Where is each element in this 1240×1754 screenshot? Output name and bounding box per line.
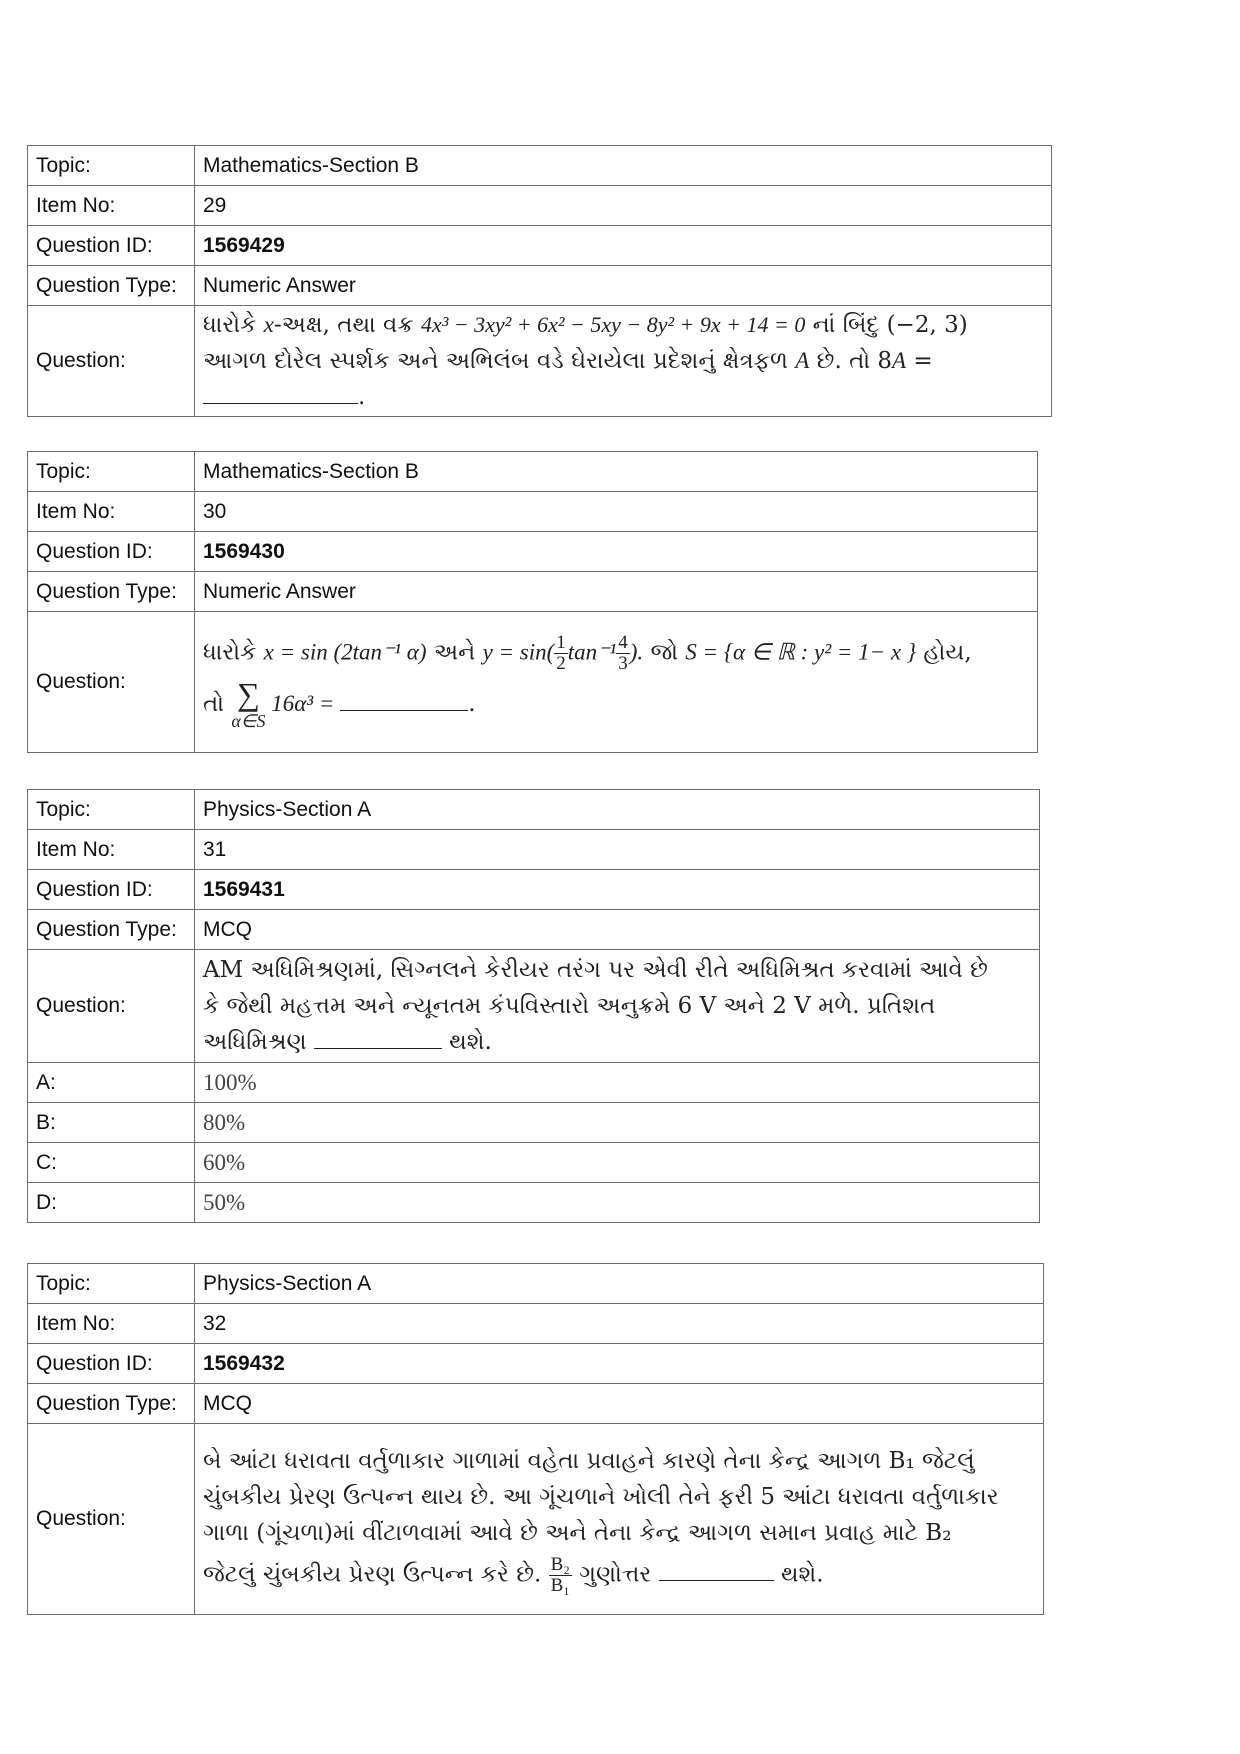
text-span: ધારોકે <box>203 639 264 665</box>
set-definition: S = {α ∈ ℝ : y² = 1− x } <box>685 639 917 664</box>
question-line-2: કે જેથી મહત્તમ અને ન્યૂનતમ કંપવિસ્તારો અનુક્રમે 6 V અને 2 V મળે. પ્રતિશત <box>203 993 936 1019</box>
question-id-label: Question ID: <box>28 226 195 266</box>
question-line-4 <box>203 1555 1035 1596</box>
question-text <box>195 950 1040 1063</box>
sum-index: α∈S <box>231 710 266 731</box>
option-a-label: A: <box>28 1063 195 1103</box>
question-id-label: Question ID: <box>28 1344 195 1384</box>
frac-num: 1 <box>556 631 566 653</box>
question-id-label: Question ID: <box>28 870 195 910</box>
fraction-four-thirds <box>616 633 630 674</box>
question-type-value: Numeric Answer <box>195 266 1052 306</box>
text-span: -અક્ષ, તથા વક્ર <box>273 312 421 338</box>
question-label: Question: <box>28 950 195 1063</box>
question-line-2: ચુંબકીય પ્રેરણ ઉત્પન્ન થાય છે. આ ગૂંચળાને ખોલી તેને ફરી 5 આંટા ધરાવતા વર્તુળાકાર <box>203 1483 999 1510</box>
question-table-29 <box>27 145 1052 417</box>
answer-blank <box>203 383 358 404</box>
question-line-1: AM અધિમિશ્રણમાં, સિગ્નલને કેરીયર તરંગ પર એવી રીતે અધિમિશ્રત કરવામાં આવે છે <box>203 957 988 983</box>
question-label: Question: <box>28 1424 195 1615</box>
topic-label: Topic: <box>28 146 195 186</box>
item-no-value: 29 <box>195 186 1052 226</box>
question-id-value: 1569431 <box>195 870 1040 910</box>
math-var: x <box>263 312 274 337</box>
text-span: થશે. <box>441 1029 492 1055</box>
text-span: . <box>358 384 366 410</box>
y-definition: y = sin( <box>482 639 555 664</box>
fraction-one-half <box>554 633 568 674</box>
item-no-label: Item No: <box>28 830 195 870</box>
topic-label: Topic: <box>28 1264 195 1304</box>
question-id-label: Question ID: <box>28 532 195 572</box>
text-span: નાં બિંદુ (−2, 3) <box>805 312 968 338</box>
text-span: થશે. <box>773 1561 824 1587</box>
question-type-label: Question Type: <box>28 266 195 306</box>
option-c-label: C: <box>28 1143 195 1183</box>
topic-label: Topic: <box>28 452 195 492</box>
question-table-31 <box>27 789 1040 1223</box>
question-type-value: MCQ <box>195 1384 1044 1424</box>
sigma-symbol: ∑ <box>236 675 260 712</box>
question-id-value: 1569429 <box>195 226 1052 266</box>
text-span: હોય, <box>916 639 972 665</box>
question-type-label: Question Type: <box>28 1384 195 1424</box>
question-line-1: બે આંટા ધરાવતા વર્તુળાકાર ગાળામાં વહેતા પ્રવાહને કારણે તેના કેન્દ્ર આગળ B₁ જેટલું <box>203 1447 975 1474</box>
question-line-1 <box>203 307 1043 343</box>
question-label: Question: <box>28 612 195 753</box>
x-definition: x = sin (2tan⁻¹ α) <box>263 639 427 664</box>
frac-den: 3 <box>618 652 628 674</box>
question-line-1 <box>203 633 1029 674</box>
curve-equation: 4x³ − 3xy² + 6x² − 5xy − 8y² + 9x + 14 = 0 <box>420 312 806 337</box>
sum-expression: 16α³ = <box>265 690 341 716</box>
topic-value: Physics-Section A <box>195 790 1040 830</box>
fraction-b2-b1 <box>549 1555 572 1596</box>
question-line-3 <box>203 379 1043 415</box>
question-table-30 <box>27 451 1038 753</box>
item-no-value: 32 <box>195 1304 1044 1344</box>
question-line-3: ગાળા (ગૂંચળા)માં વીંટાળવામાં આવે છે અને તેના કેન્દ્ર આગળ સમાન પ્રવાહ માટે B₂ <box>203 1519 952 1546</box>
text-span: જેટલું ચુંબકીય પ્રેરણ ઉત્પન્ન કરે છે. <box>203 1561 549 1587</box>
option-c-value: 60% <box>195 1143 1040 1183</box>
summation <box>231 675 266 732</box>
question-label: Question: <box>28 306 195 417</box>
question-type-label: Question Type: <box>28 572 195 612</box>
text-span: . <box>468 690 476 717</box>
option-b-value: 80% <box>195 1103 1040 1143</box>
question-table-32 <box>27 1263 1044 1615</box>
question-type-value: MCQ <box>195 910 1040 950</box>
question-line-2 <box>203 675 1029 732</box>
option-d-label: D: <box>28 1183 195 1223</box>
text-span: ગુણોત્તર <box>571 1561 659 1587</box>
question-type-label: Question Type: <box>28 910 195 950</box>
tan-inverse: tan⁻¹ <box>567 639 617 664</box>
option-d-value: 50% <box>195 1183 1040 1223</box>
frac-num: B₂ <box>550 1553 570 1575</box>
answer-blank <box>314 1028 442 1049</box>
frac-den: 2 <box>556 652 566 674</box>
text-span: જો <box>643 639 686 665</box>
item-no-label: Item No: <box>28 1304 195 1344</box>
question-type-value: Numeric Answer <box>195 572 1038 612</box>
topic-value: Mathematics-Section B <box>195 146 1052 186</box>
text-span: ). <box>629 639 644 664</box>
answer-blank <box>659 1560 774 1581</box>
question-text <box>195 612 1038 753</box>
topic-label: Topic: <box>28 790 195 830</box>
question-line-2 <box>203 343 1043 379</box>
topic-value: Physics-Section A <box>195 1264 1044 1304</box>
question-text <box>195 306 1052 417</box>
question-line-3 <box>203 1024 1031 1060</box>
text-span: તો <box>203 690 232 717</box>
math-var: A <box>892 348 907 373</box>
text-span: આગળ દોરેલ સ્પર્શક અને અભિલંબ વડે ઘેરાયેલા પ્રદેશનું ક્ષેત્રફળ <box>203 348 796 374</box>
text-span: અધિમિશ્રણ <box>203 1029 314 1055</box>
question-id-value: 1569430 <box>195 532 1038 572</box>
answer-blank <box>340 690 468 711</box>
text-span: = <box>906 348 933 374</box>
text-span: છે. તો 8 <box>809 348 893 374</box>
math-var: A <box>795 348 810 373</box>
option-b-label: B: <box>28 1103 195 1143</box>
text-span: અને <box>426 639 483 665</box>
item-no-label: Item No: <box>28 492 195 532</box>
item-no-value: 31 <box>195 830 1040 870</box>
question-text <box>195 1424 1044 1615</box>
option-a-value: 100% <box>195 1063 1040 1103</box>
frac-den: B₁ <box>550 1574 570 1596</box>
item-no-label: Item No: <box>28 186 195 226</box>
text-span: ધારોકે <box>203 312 264 338</box>
topic-value: Mathematics-Section B <box>195 452 1038 492</box>
question-id-value: 1569432 <box>195 1344 1044 1384</box>
frac-num: 4 <box>618 631 628 653</box>
item-no-value: 30 <box>195 492 1038 532</box>
